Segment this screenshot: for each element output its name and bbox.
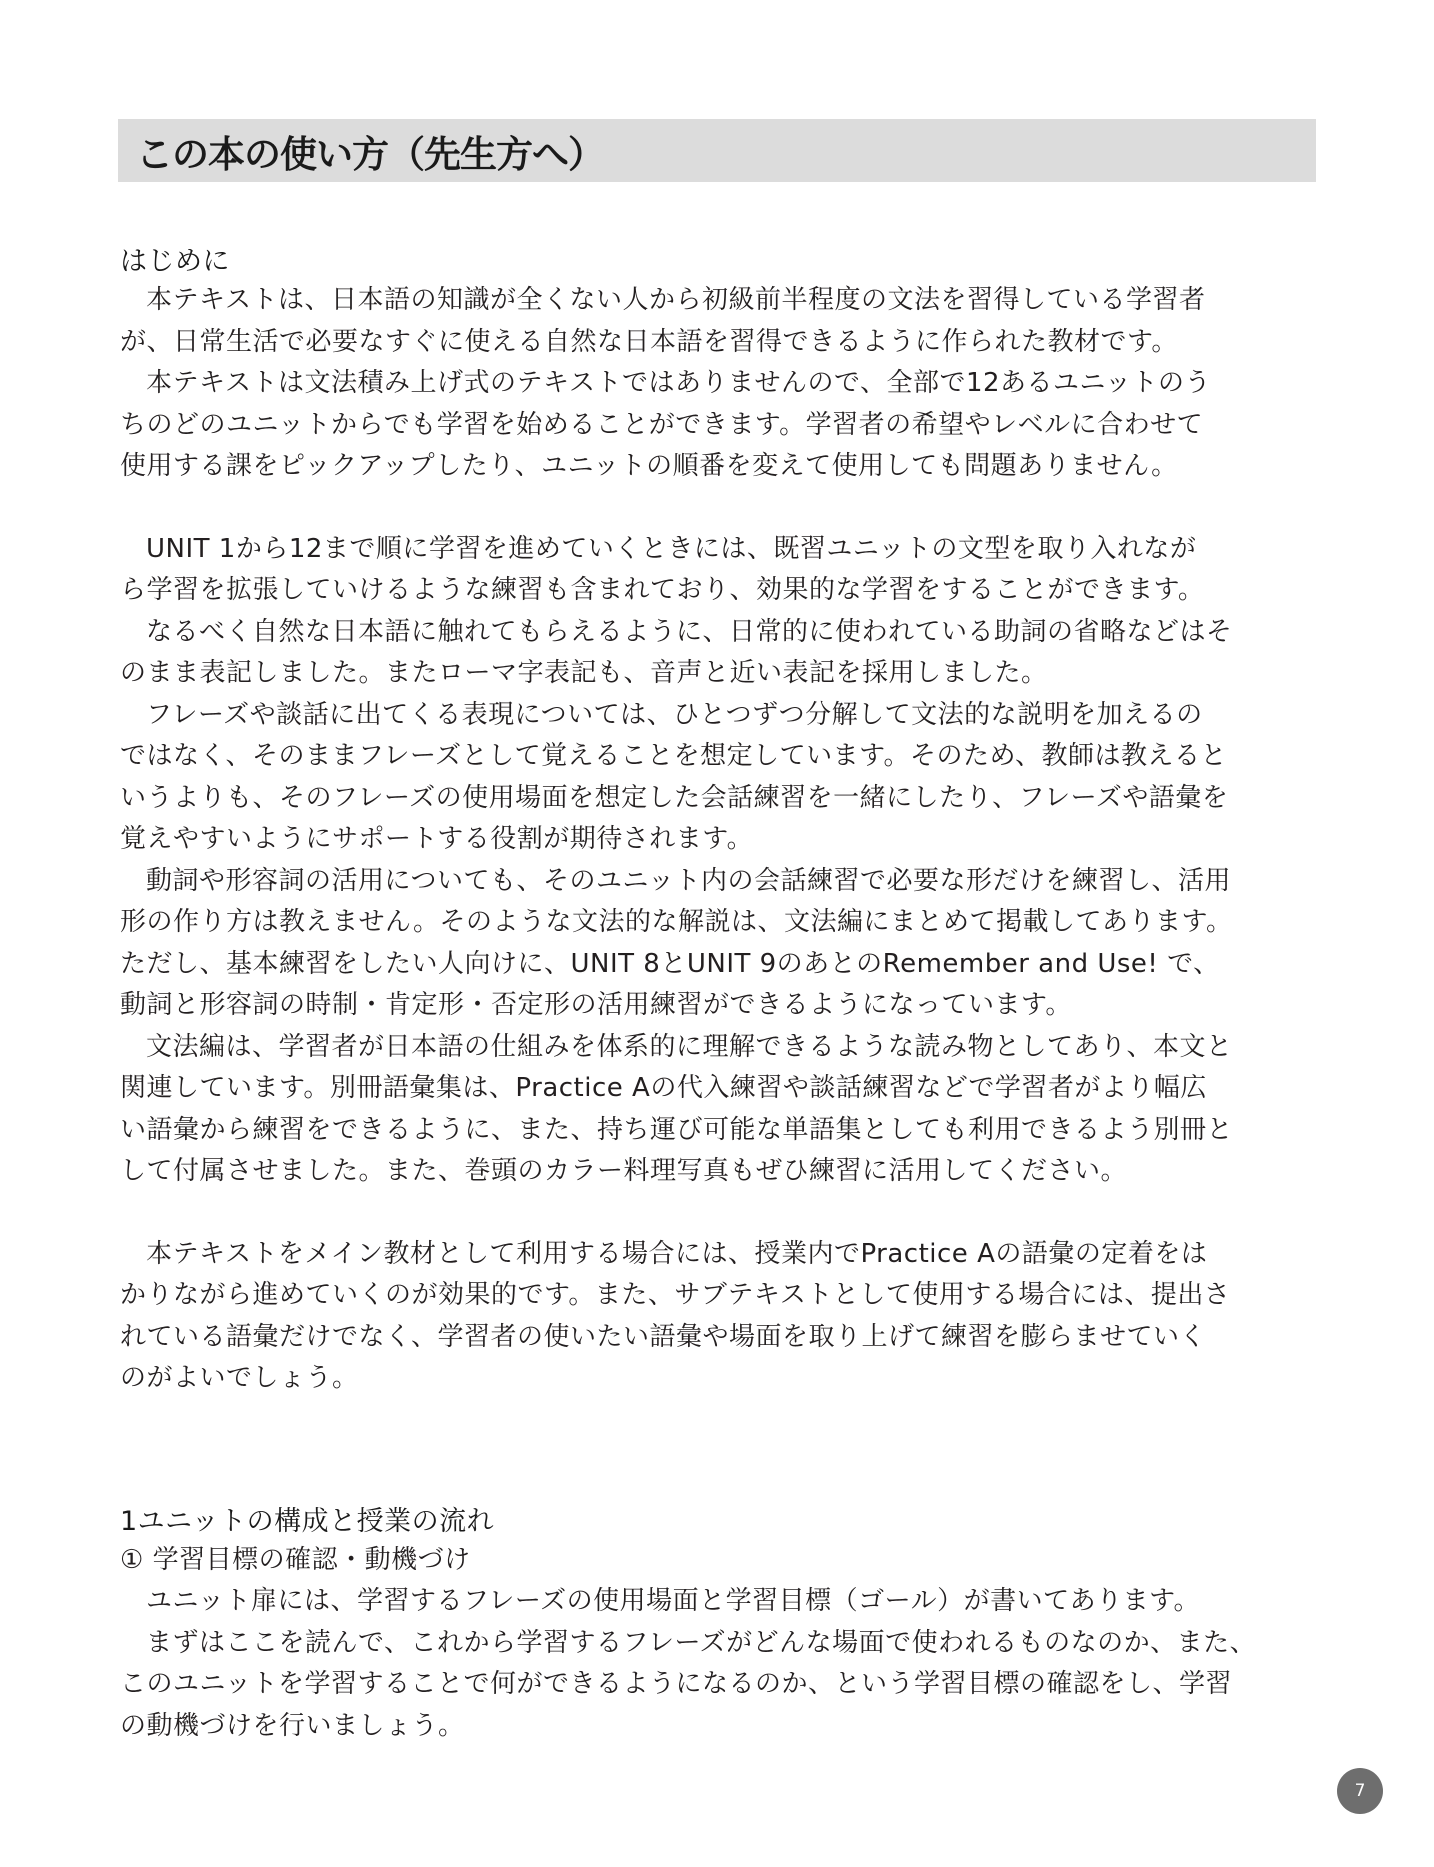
text-line: の動機づけを行いましょう。 [120, 1710, 465, 1741]
page-content [120, 244, 1320, 1747]
section-gap [120, 1400, 1320, 1504]
text-line: 本テキストは文法積み上げ式のテキストではありませんので、全部で12あるユニットのう [146, 368, 1211, 398]
text-line: ちのどのユニットからでも学習を始めることができます。学習者の希望やレベルに合わせて [120, 409, 1204, 440]
intro-block-3 [120, 1234, 1320, 1400]
text-line: 動詞と形容詞の時制・肯定形・否定形の活用練習ができるようになっています。 [120, 990, 1072, 1020]
text-line: 本テキストをメイン教材として利用する場合には、授業内でPractice Aの語彙の定着をは [146, 1238, 1208, 1269]
text-line: このユニットを学習することで何ができるようになるのか、という学習目標の確認をし、学習 [120, 1669, 1232, 1699]
text-line: ではなく、そのままフレーズとして覚えることを想定しています。そのため、教師は教えると [120, 741, 1228, 771]
text-line: 使用する課をピックアップしたり、ユニットの順番を変えて使用しても問題ありません。 [120, 451, 1178, 481]
text-line: 本テキストは、日本語の知識が全くない人から初級前半程度の文法を習得している学習者 [146, 285, 1206, 315]
text-line: UNIT 1から12まで順に学習を進めていくときには、既習ユニットの文型を取り入れなが [146, 533, 1197, 564]
page-title-bar [118, 119, 1316, 182]
text-line: のがよいでしょう。 [120, 1363, 359, 1393]
text-line: フレーズや談話に出てくる表現については、ひとつずつ分解して文法的な説明を加えるの [146, 699, 1203, 730]
text-line: ただし、基本練習をしたい人向けに、UNIT 8とUNIT 9のあとのRemember and Use! で、 [120, 948, 1220, 979]
section-heading: 1ユニットの構成と授業の流れ [120, 1505, 495, 1537]
section-body [120, 1581, 1320, 1747]
text-line: 覚えやすいようにサポートする役割が期待されます。 [120, 824, 754, 854]
text-line: のまま表記しました。またローマ字表記も、音声と近い表記を採用しました。 [120, 658, 1048, 688]
page-number: 7 [1354, 1781, 1366, 1801]
text-line: ら学習を拡張していけるような練習も含まれており、効果的な学習をすることができます。 [120, 575, 1205, 605]
text-line: 動詞や形容詞の活用についても、そのユニット内の会話練習で必要な形だけを練習し、活用 [146, 865, 1231, 896]
text-line: れている語彙だけでなく、学習者の使いたい語彙や場面を取り上げて練習を膨らませていく [120, 1321, 1206, 1352]
text-line: して付属させました。また、巻頭のカラー料理写真もぜひ練習に活用してください。 [120, 1156, 1128, 1186]
text-line: ユニット扉には、学習するフレーズの使用場面と学習目標（ゴール）が書いてあります。 [146, 1586, 1201, 1616]
intro-heading: はじめに [120, 246, 230, 277]
text-line: 形の作り方は教えません。そのような文法的な解説は、文法編にまとめて掲載してあります。 [120, 907, 1233, 937]
text-line: いうよりも、そのフレーズの使用場面を想定した会話練習を一緒にしたり、フレーズや語彙を [120, 782, 1229, 813]
text-line: かりながら進めていくのが効果的です。また、サブテキストとして使用する場合には、提出さ [120, 1280, 1231, 1310]
text-line: 関連しています。別冊語彙集は、Practice Aの代入練習や談話練習などで学習者がより幅広 [120, 1073, 1207, 1103]
section-subheading: ① 学習目標の確認・動機づけ [120, 1544, 471, 1575]
intro-block-1 [120, 280, 1320, 488]
page-number-badge [1337, 1768, 1383, 1814]
page-title: この本の使い方（先生方へ） [136, 132, 604, 176]
paragraph-gap [120, 1193, 1320, 1234]
text-line: なるべく自然な日本語に触れてもらえるように、日常的に使われている助詞の省略などはそ [146, 616, 1233, 647]
paragraph-gap [120, 488, 1320, 529]
text-line: い語彙から練習をできるように、また、持ち運び可能な単語集としても利用できるよう別冊と [120, 1114, 1234, 1145]
intro-block-2 [120, 529, 1320, 1193]
text-line: 文法編は、学習者が日本語の仕組みを体系的に理解できるような読み物としてあり、本文と [146, 1031, 1233, 1062]
text-line: まずはここを読んで、これから学習するフレーズがどんな場面で使われるものなのか、また、 [146, 1627, 1257, 1658]
text-line: が、日常生活で必要なすぐに使える自然な日本語を習得できるように作られた教材です。 [120, 326, 1178, 357]
